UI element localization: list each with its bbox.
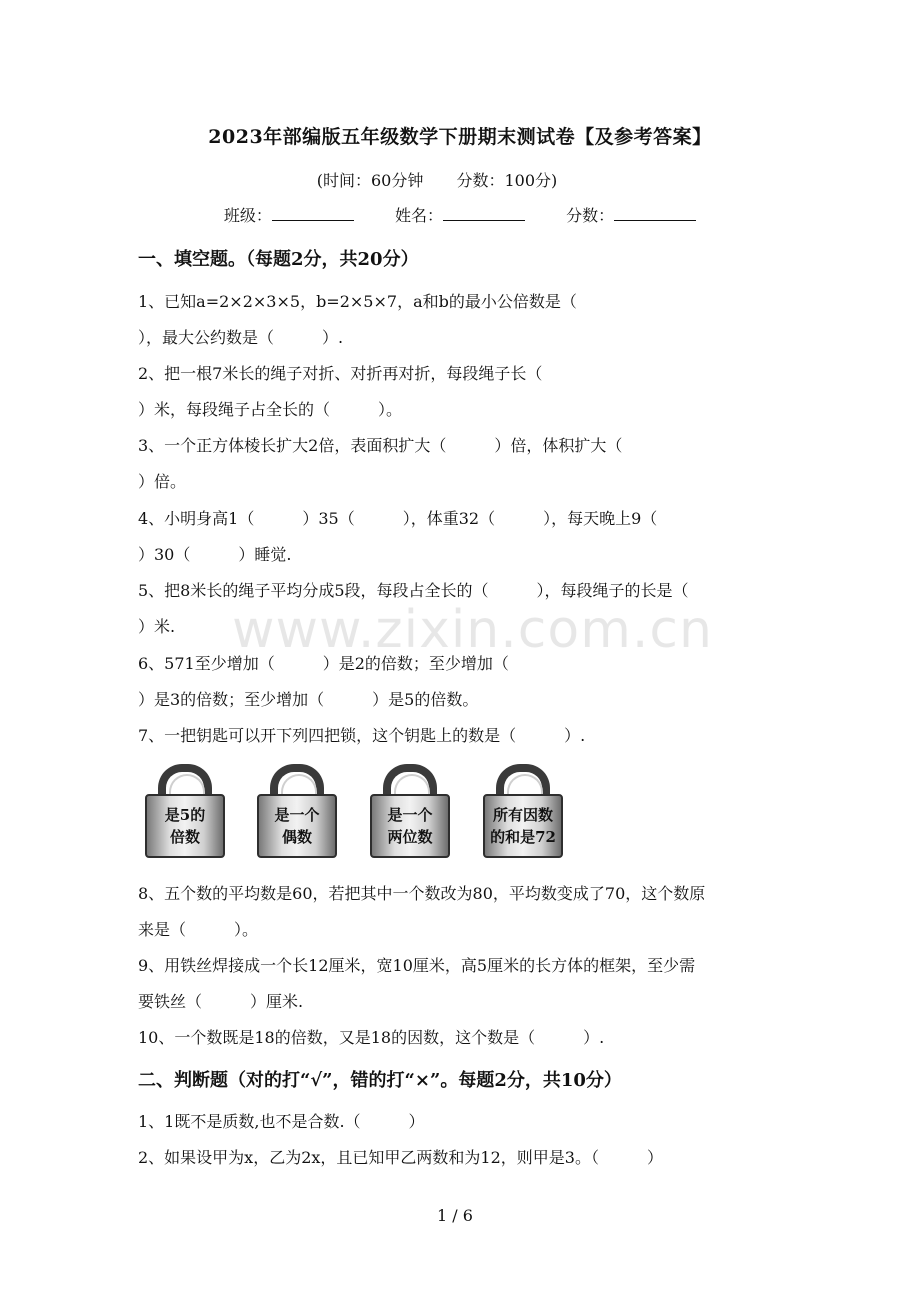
- question-line: 2、如果设甲为x，乙为2x，且已知甲乙两数和为12，则甲是3。（ ）: [138, 1148, 663, 1167]
- padlock-body: [483, 794, 563, 858]
- lock-images: [145, 764, 575, 864]
- watermark: www.zixin.com.cn: [232, 600, 713, 660]
- question-line: 4、小明身高1（ ）35（ ），体重32（ ），每天晚上9（: [138, 509, 658, 528]
- question-line: ）30（ ）睡觉.: [138, 545, 292, 564]
- padlock-label: 的和是72: [490, 828, 556, 846]
- padlock: [257, 764, 337, 860]
- padlock: [483, 764, 563, 860]
- score-blank[interactable]: [614, 206, 696, 221]
- exam-meta: [0, 168, 874, 191]
- padlock-body: [257, 794, 337, 858]
- question-line: ）米，每段绳子占全长的（ ）。: [138, 400, 403, 419]
- padlock-body: [370, 794, 450, 858]
- question-line: 来是（ ）。: [138, 920, 259, 939]
- page-title: 2023年部编版五年级数学下册期末测试卷【及参考答案】: [208, 126, 712, 148]
- name-field: [395, 206, 530, 225]
- question-line: ）倍。: [138, 472, 187, 491]
- question-line: ），最大公约数是（ ）.: [138, 328, 344, 347]
- class-blank[interactable]: [272, 206, 354, 221]
- question-line: 8、五个数的平均数是60，若把其中一个数改为80，平均数变成了70，这个数原: [138, 884, 706, 903]
- padlock-label: 是5的: [164, 806, 206, 824]
- page-number: 1 / 6: [437, 1206, 473, 1225]
- question-line: 6、571至少增加（ ）是2的倍数；至少增加（: [138, 654, 509, 673]
- padlock-body: [145, 794, 225, 858]
- question-line: 1、1既不是质数,也不是合数.（ ）: [138, 1112, 425, 1131]
- question-line: ）是3的倍数；至少增加（ ）是5的倍数。: [138, 690, 479, 709]
- question-line: ）米.: [138, 617, 176, 636]
- question-line: 2、把一根7米长的绳子对折、对折再对折，每段绳子长（: [138, 364, 543, 383]
- score-label: 分数：: [566, 206, 615, 225]
- question-line: 7、一把钥匙可以开下列四把锁，这个钥匙上的数是（ ）.: [138, 726, 586, 745]
- padlock-label: 偶数: [281, 828, 312, 846]
- student-info: [0, 203, 920, 226]
- question-line: 要铁丝（ ）厘米.: [138, 992, 304, 1011]
- question-line: 1、已知a=2×2×3×5，b=2×5×7，a和b的最小公倍数是（: [138, 292, 577, 311]
- padlock-label: 所有因数: [492, 806, 553, 824]
- name-label: 姓名：: [394, 206, 443, 225]
- padlock-label: 两位数: [387, 828, 433, 846]
- padlock-label: 是一个: [387, 806, 433, 824]
- section-heading-fill-blank: 一、填空题。（每题2分，共20分）: [138, 249, 419, 270]
- question-line: 9、用铁丝焊接成一个长12厘米，宽10厘米，高5厘米的长方体的框架，至少需: [138, 956, 696, 975]
- padlock-label: 倍数: [169, 828, 200, 846]
- class-field: [224, 206, 359, 225]
- padlock: [145, 764, 225, 860]
- question-line: 10、一个数既是18的倍数，又是18的因数，这个数是（ ）.: [138, 1028, 605, 1047]
- name-blank[interactable]: [443, 206, 525, 221]
- section-heading-true-false: 二、判断题（对的打“√”，错的打“×”。每题2分，共10分）: [138, 1070, 622, 1091]
- question-line: 5、把8米长的绳子平均分成5段，每段占全长的（ ），每段绳子的长是（: [138, 581, 689, 600]
- exam-time: (时间：60分钟: [316, 171, 424, 190]
- question-line: 3、一个正方体棱长扩大2倍，表面积扩大（ ）倍，体积扩大（: [138, 436, 623, 455]
- padlock-label: 是一个: [274, 806, 320, 824]
- score-field: [566, 206, 696, 225]
- class-label: 班级：: [223, 206, 272, 225]
- exam-total-score: 分数：100分): [456, 171, 558, 190]
- padlock: [370, 764, 450, 860]
